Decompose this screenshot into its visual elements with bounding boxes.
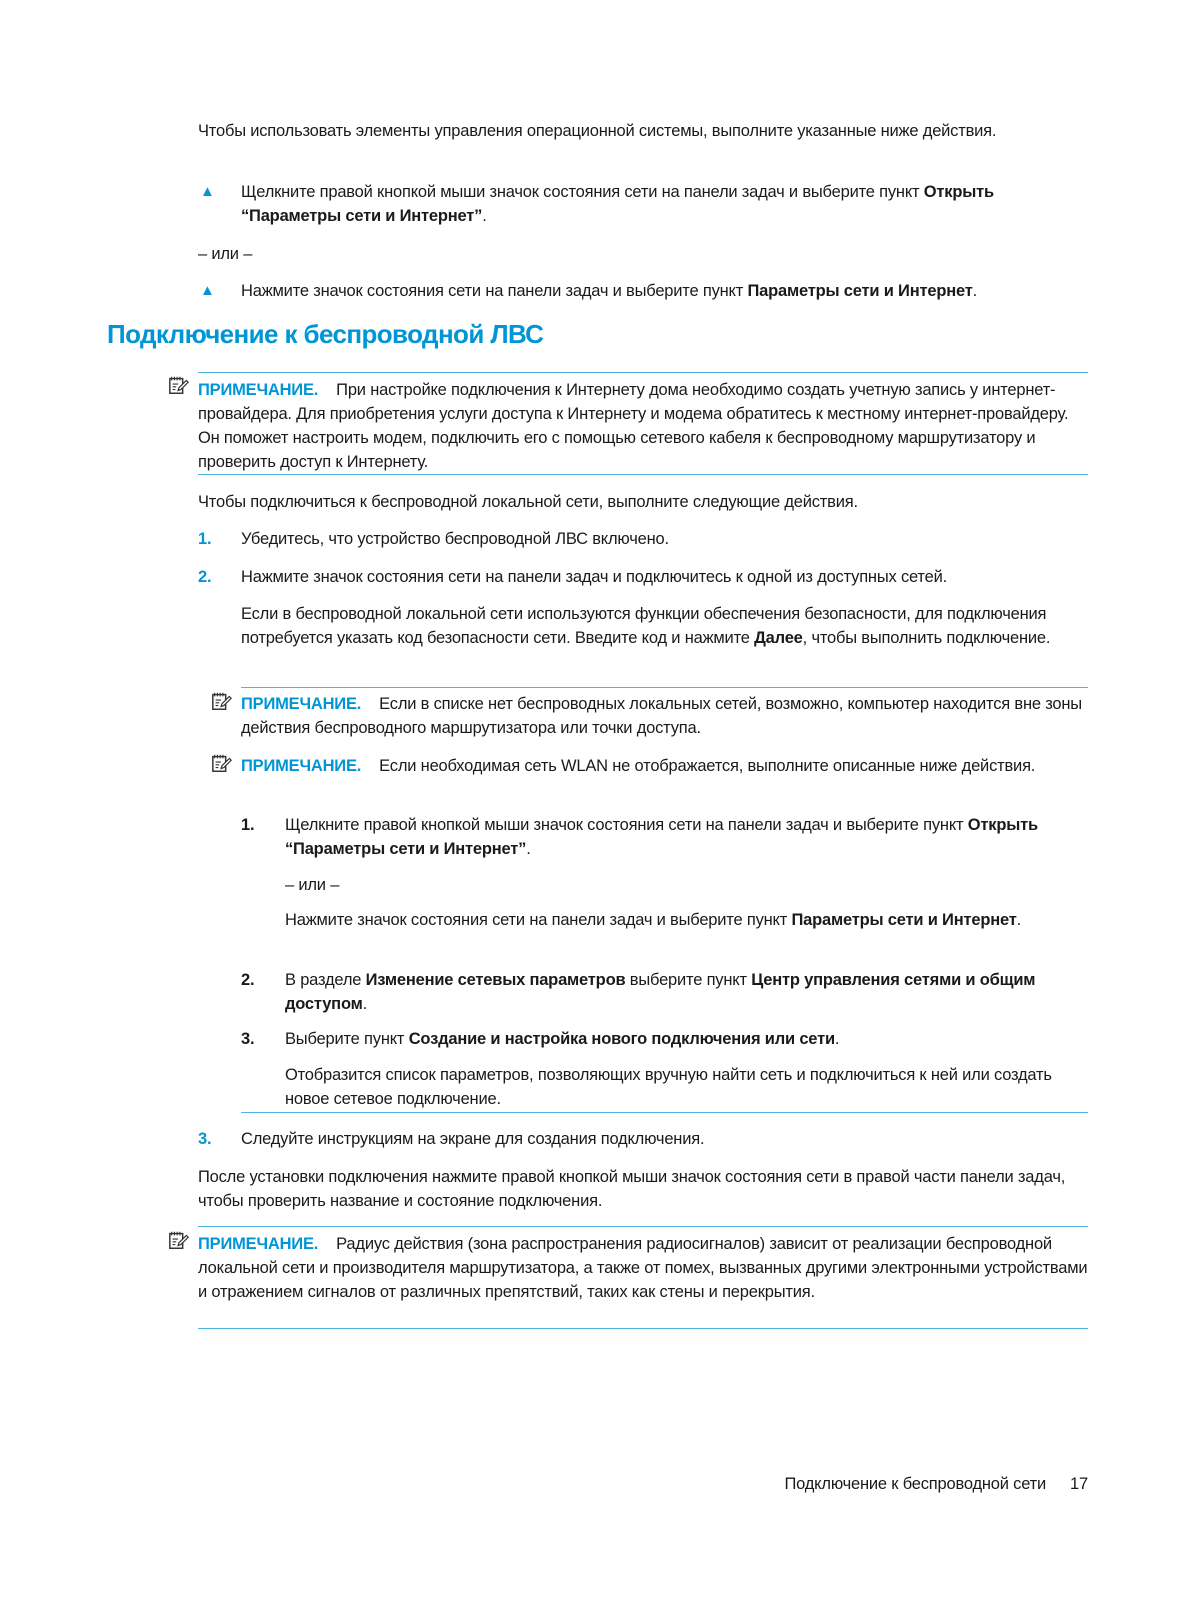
note-icon xyxy=(211,690,233,712)
bullet-1: Щелкните правой кнопкой мыши значок состояния сети на панели задач и выберите пункт Открыть “Параметры сети и Интернет”. xyxy=(241,183,994,225)
step-number: 2. xyxy=(198,568,212,586)
page-number: 17 xyxy=(1070,1475,1088,1493)
bullet-2: Нажмите значок состояния сети на панели задач и выберите пункт Параметры сети и Интернет. xyxy=(241,282,978,300)
page-footer xyxy=(760,1472,1088,1496)
note-rule-bottom xyxy=(198,474,1088,475)
note-rule-top xyxy=(241,687,1088,688)
step-number: 1. xyxy=(198,530,212,548)
section-heading: Подключение к беспроводной ЛВС xyxy=(107,319,544,349)
note-icon xyxy=(168,1229,190,1251)
lead-text: Чтобы подключиться к беспроводной локальной сети, выполните следующие действия. xyxy=(198,493,858,511)
note-rule-top xyxy=(198,372,1088,373)
note-rule-top xyxy=(198,1226,1088,1227)
substep-3-detail: Отобразится список параметров, позволяющих вручную найти сеть и подключиться к ней или создать новое сетевое подключение. xyxy=(285,1066,1052,1108)
note-icon xyxy=(211,752,233,774)
substep-3: Выберите пункт Создание и настройка нового подключения или сети. xyxy=(285,1030,840,1048)
bullet-triangle-icon: ▲ xyxy=(200,183,215,200)
substep-1-alt: Нажмите значок состояния сети на панели задач и выберите пункт Параметры сети и Интернет. xyxy=(285,911,1022,929)
note-rule-bottom xyxy=(198,1328,1088,1329)
footer-title: Подключение к беспроводной сети xyxy=(784,1475,1047,1493)
note-rule-bottom xyxy=(241,1112,1088,1113)
substep-number: 1. xyxy=(241,816,255,834)
note-1: ПРИМЕЧАНИЕ. При настройке подключения к Интернету дома необходимо создать учетную запись у интернет-провайдера. Для приобретения услуги доступа к Интернету и модема обратитесь к местному интернет-провайдеру. Он поможет настроить модем, подключить его с помощью сетевого кабеля к беспроводному маршрутизатору и проверить доступ к Интернету. xyxy=(198,381,1069,471)
substep-number: 3. xyxy=(241,1030,255,1048)
note-icon xyxy=(168,374,190,396)
after-text: После установки подключения нажмите правой кнопкой мыши значок состояния сети в правой части панели задач, чтобы проверить название и состояние подключения. xyxy=(198,1168,1066,1210)
substep-number: 2. xyxy=(241,971,255,989)
step-3: Следуйте инструкциям на экране для создания подключения. xyxy=(241,1130,705,1148)
or-separator: – или – xyxy=(285,876,340,894)
step-2: Нажмите значок состояния сети на панели задач и подключитесь к одной из доступных сетей. xyxy=(241,568,947,586)
substep-1: Щелкните правой кнопкой мыши значок состояния сети на панели задач и выберите пункт Открыть “Параметры сети и Интернет”. xyxy=(285,816,1038,858)
step-1: Убедитесь, что устройство беспроводной ЛВС включено. xyxy=(241,530,669,548)
substep-2: В разделе Изменение сетевых параметров выберите пункт Центр управления сетями и общим доступом. xyxy=(285,971,1036,1013)
intro-text: Чтобы использовать элементы управления операционной системы, выполните указанные ниже действия. xyxy=(198,122,997,140)
or-separator: – или – xyxy=(198,245,253,263)
step-number: 3. xyxy=(198,1130,212,1148)
note-3: ПРИМЕЧАНИЕ. Если необходимая сеть WLAN не отображается, выполните описанные ниже действия. xyxy=(241,757,1036,775)
note-2: ПРИМЕЧАНИЕ. Если в списке нет беспроводных локальных сетей, возможно, компьютер находится вне зоны действия беспроводного маршрутизатора или точки доступа. xyxy=(241,695,1082,737)
step-2-detail: Если в беспроводной локальной сети используются функции обеспечения безопасности, для подключения потребуется указать код безопасности сети. Введите код и нажмите Далее, чтобы выполнить подключение. xyxy=(241,605,1051,647)
bullet-triangle-icon: ▲ xyxy=(200,282,215,299)
note-4: ПРИМЕЧАНИЕ. Радиус действия (зона распространения радиосигналов) зависит от реализации беспроводной локальной сети и производителя маршрутизатора, а также от помех, вызванных другими электронными устройствами и отражением сигналов от различных препятствий, таких как стены и перекрытия. xyxy=(198,1235,1088,1301)
